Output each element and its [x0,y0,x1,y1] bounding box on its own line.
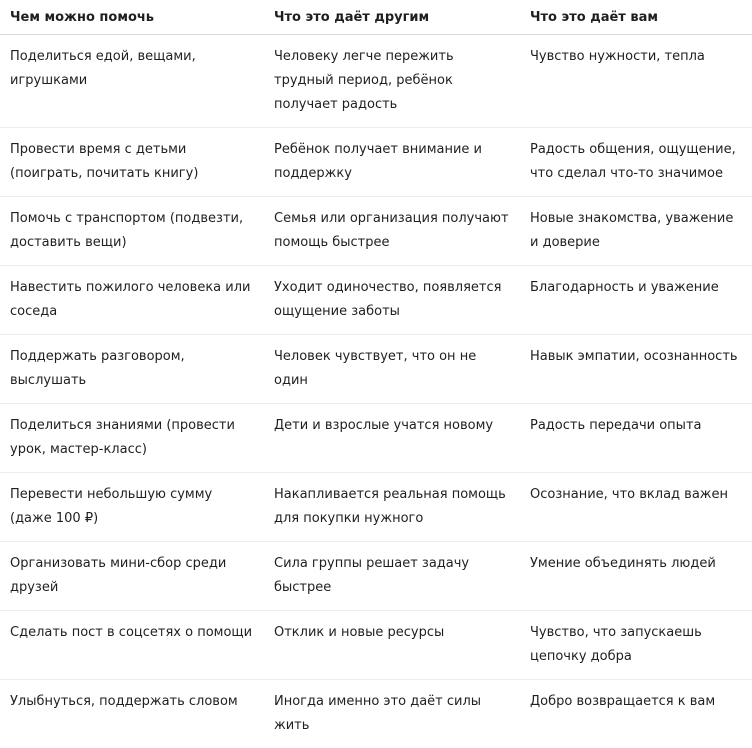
cell-how-to-help [0,404,274,473]
cell-text: Дети и взрослые учатся новому [274,418,494,433]
cell-text: Провести время с детьми (поиграть, почитать книгу) [10,142,199,181]
cell-how-to-help [0,680,274,748]
cell-text: Новые знакомства, уважение и доверие [530,211,734,250]
cell-text: Отклик и новые ресурсы [274,625,445,640]
cell-benefit-you [530,473,752,542]
table-row [0,128,752,197]
cell-benefit-you [530,611,752,680]
cell-text: Навестить пожилого человека или соседа [10,280,251,319]
cell-text: Поделиться знаниями (провести урок, мастер-класс) [10,418,235,457]
cell-text: Организовать мини-сбор среди друзей [10,556,227,595]
table-row [0,404,752,473]
table-row [0,542,752,611]
cell-benefit-you [530,35,752,128]
table-row [0,473,752,542]
cell-benefit-others [274,473,530,542]
cell-text: Накапливается реальная помощь для покупки нужного [274,487,506,526]
cell-text: Поделиться едой, вещами, игрушками [10,49,196,88]
table-row [0,266,752,335]
table-row [0,335,752,404]
cell-benefit-you [530,680,752,748]
cell-benefit-you [530,197,752,266]
table-row [0,35,752,128]
cell-text: Радость передачи опыта [530,418,702,433]
cell-how-to-help [0,197,274,266]
header-how-to-help: Чем можно помочь [0,0,274,35]
cell-text: Помочь с транспортом (подвезти, доставить вещи) [10,211,244,250]
cell-benefit-you [530,266,752,335]
cell-benefit-you [530,542,752,611]
header-benefit-others: Что это даёт другим [274,0,530,35]
cell-benefit-others [274,335,530,404]
cell-how-to-help [0,128,274,197]
cell-how-to-help [0,35,274,128]
cell-benefit-others [274,266,530,335]
cell-text: Добро возвращается к вам [530,694,716,709]
cell-how-to-help [0,473,274,542]
cell-text: Радость общения, ощущение, что сделал что-то значимое [530,142,736,181]
cell-text: Благодарность и уважение [530,280,719,295]
cell-text: Семья или организация получают помощь быстрее [274,211,509,250]
cell-how-to-help [0,266,274,335]
cell-benefit-others [274,35,530,128]
cell-text: Иногда именно это даёт силы жить [274,694,482,733]
cell-benefit-others [274,128,530,197]
cell-text: Осознание, что вклад важен [530,487,729,502]
table-row [0,197,752,266]
cell-text: Чувство, что запускаешь цепочку добра [530,625,702,664]
cell-text: Человек чувствует, что он не один [274,349,477,388]
cell-text: Навык эмпатии, осознанность [530,349,738,364]
cell-benefit-you [530,404,752,473]
cell-text: Умение объединять людей [530,556,716,571]
cell-text: Сила группы решает задачу быстрее [274,556,470,595]
cell-benefit-others [274,197,530,266]
cell-text: Поддержать разговором, выслушать [10,349,185,388]
cell-how-to-help [0,542,274,611]
cell-benefit-others [274,542,530,611]
header-benefit-you: Что это даёт вам [530,0,752,35]
cell-benefit-you [530,335,752,404]
cell-text: Человеку легче пережить трудный период, ребёнок получает радость [274,49,454,112]
cell-text: Ребёнок получает внимание и поддержку [274,142,483,181]
cell-text: Чувство нужности, тепла [530,49,705,64]
cell-text: Перевести небольшую сумму (даже 100 ₽) [10,487,213,526]
cell-benefit-others [274,404,530,473]
cell-how-to-help [0,335,274,404]
table-row [0,611,752,680]
cell-text: Сделать пост в соцсетях о помощи [10,625,253,640]
cell-text: Улыбнуться, поддержать словом [10,694,238,709]
table-row [0,680,752,748]
cell-benefit-others [274,611,530,680]
cell-text: Уходит одиночество, появляется ощущение заботы [274,280,502,319]
cell-how-to-help [0,611,274,680]
table-header-row [0,0,752,35]
cell-benefit-others [274,680,530,748]
cell-benefit-you [530,128,752,197]
